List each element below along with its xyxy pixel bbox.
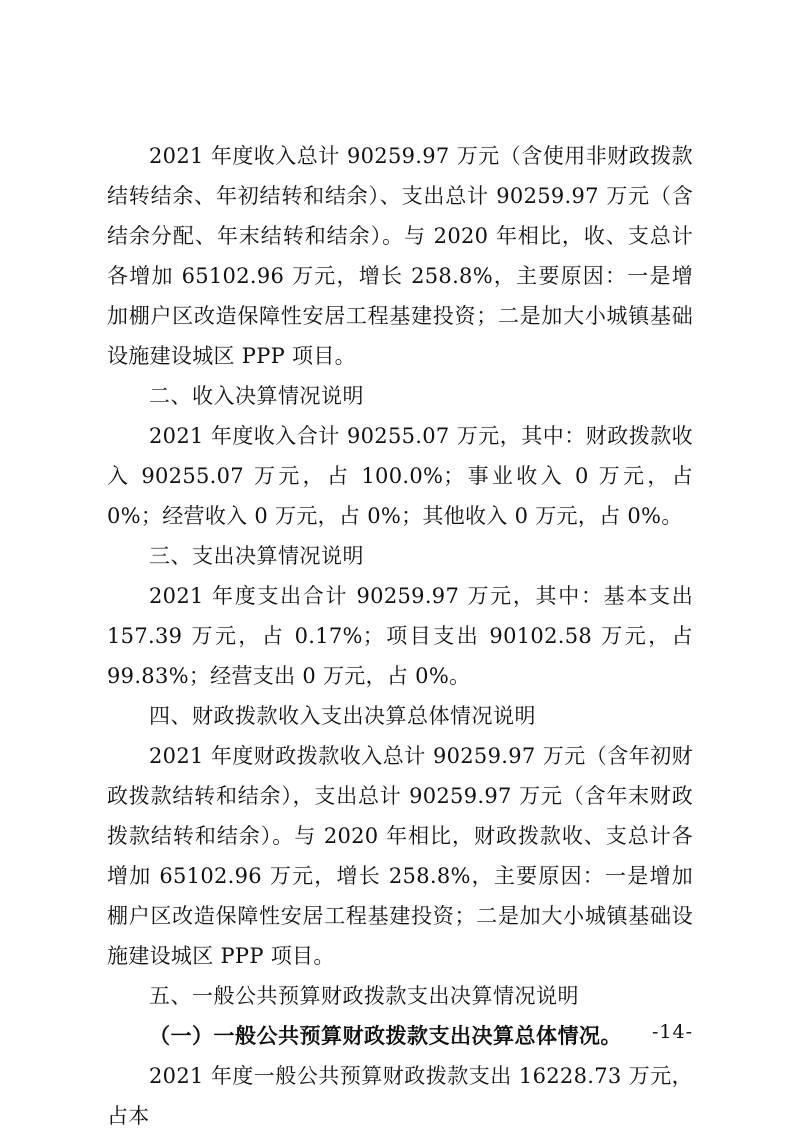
section-heading-general-budget: 五、一般公共预算财政拨款支出决算情况说明 bbox=[149, 984, 579, 1008]
paragraph-income-details: 2021 年度收入合计 90255.07 万元，其中：财政拨款收入 90255.07 万元，占 100.0%；事业收入 0 万元，占 0%；经营收入 0 万元，占 0%；其他收入 0 万元，占 0%。 bbox=[107, 424, 693, 528]
paragraph-general-budget-expenditure: 2021 年度一般公共预算财政拨款支出 16228.73 万元，占本 bbox=[107, 1064, 693, 1128]
document-body bbox=[107, 136, 693, 1136]
section-heading-expenditure: 三、支出决算情况说明 bbox=[149, 544, 364, 568]
section-heading-fiscal-appropriation: 四、财政拨款收入支出决算总体情况说明 bbox=[149, 704, 536, 728]
paragraph-income-expenditure-total: 2021 年度收入总计 90259.97 万元（含使用非财政拨款结转结余、年初结转和结余）、支出总计 90259.97 万元（含结余分配、年末结转和结余）。与 2020 年相比，收、支总计各增加 65102.96 万元，增长 258.8%，主要原因：一是增加棚户区改造保障性安居工程基建投资；二是加大小城镇基础设施建设城区 PPP 项目。 bbox=[107, 144, 693, 368]
subsection-heading-general-budget-overall: （一）一般公共预算财政拨款支出决算总体情况。 bbox=[149, 1024, 622, 1048]
page-number: -14- bbox=[651, 1021, 693, 1043]
section-heading-income: 二、收入决算情况说明 bbox=[149, 384, 364, 408]
paragraph-expenditure-details: 2021 年度支出合计 90259.97 万元，其中：基本支出 157.39 万元，占 0.17%；项目支出 90102.58 万元，占 99.83%；经营支出 0 万元，占 0%。 bbox=[107, 584, 693, 688]
paragraph-fiscal-appropriation: 2021 年度财政拨款收入总计 90259.97 万元（含年初财政拨款结转和结余），支出总计 90259.97 万元（含年末财政拨款结转和结余）。与 2020 年相比，财政拨款收、支总计各增加 65102.96 万元，增长 258.8%，主要原因：一是增加棚户区改造保障性安居工程基建投资；二是加大小城镇基础设施建设城区 PPP 项目。 bbox=[107, 744, 693, 968]
